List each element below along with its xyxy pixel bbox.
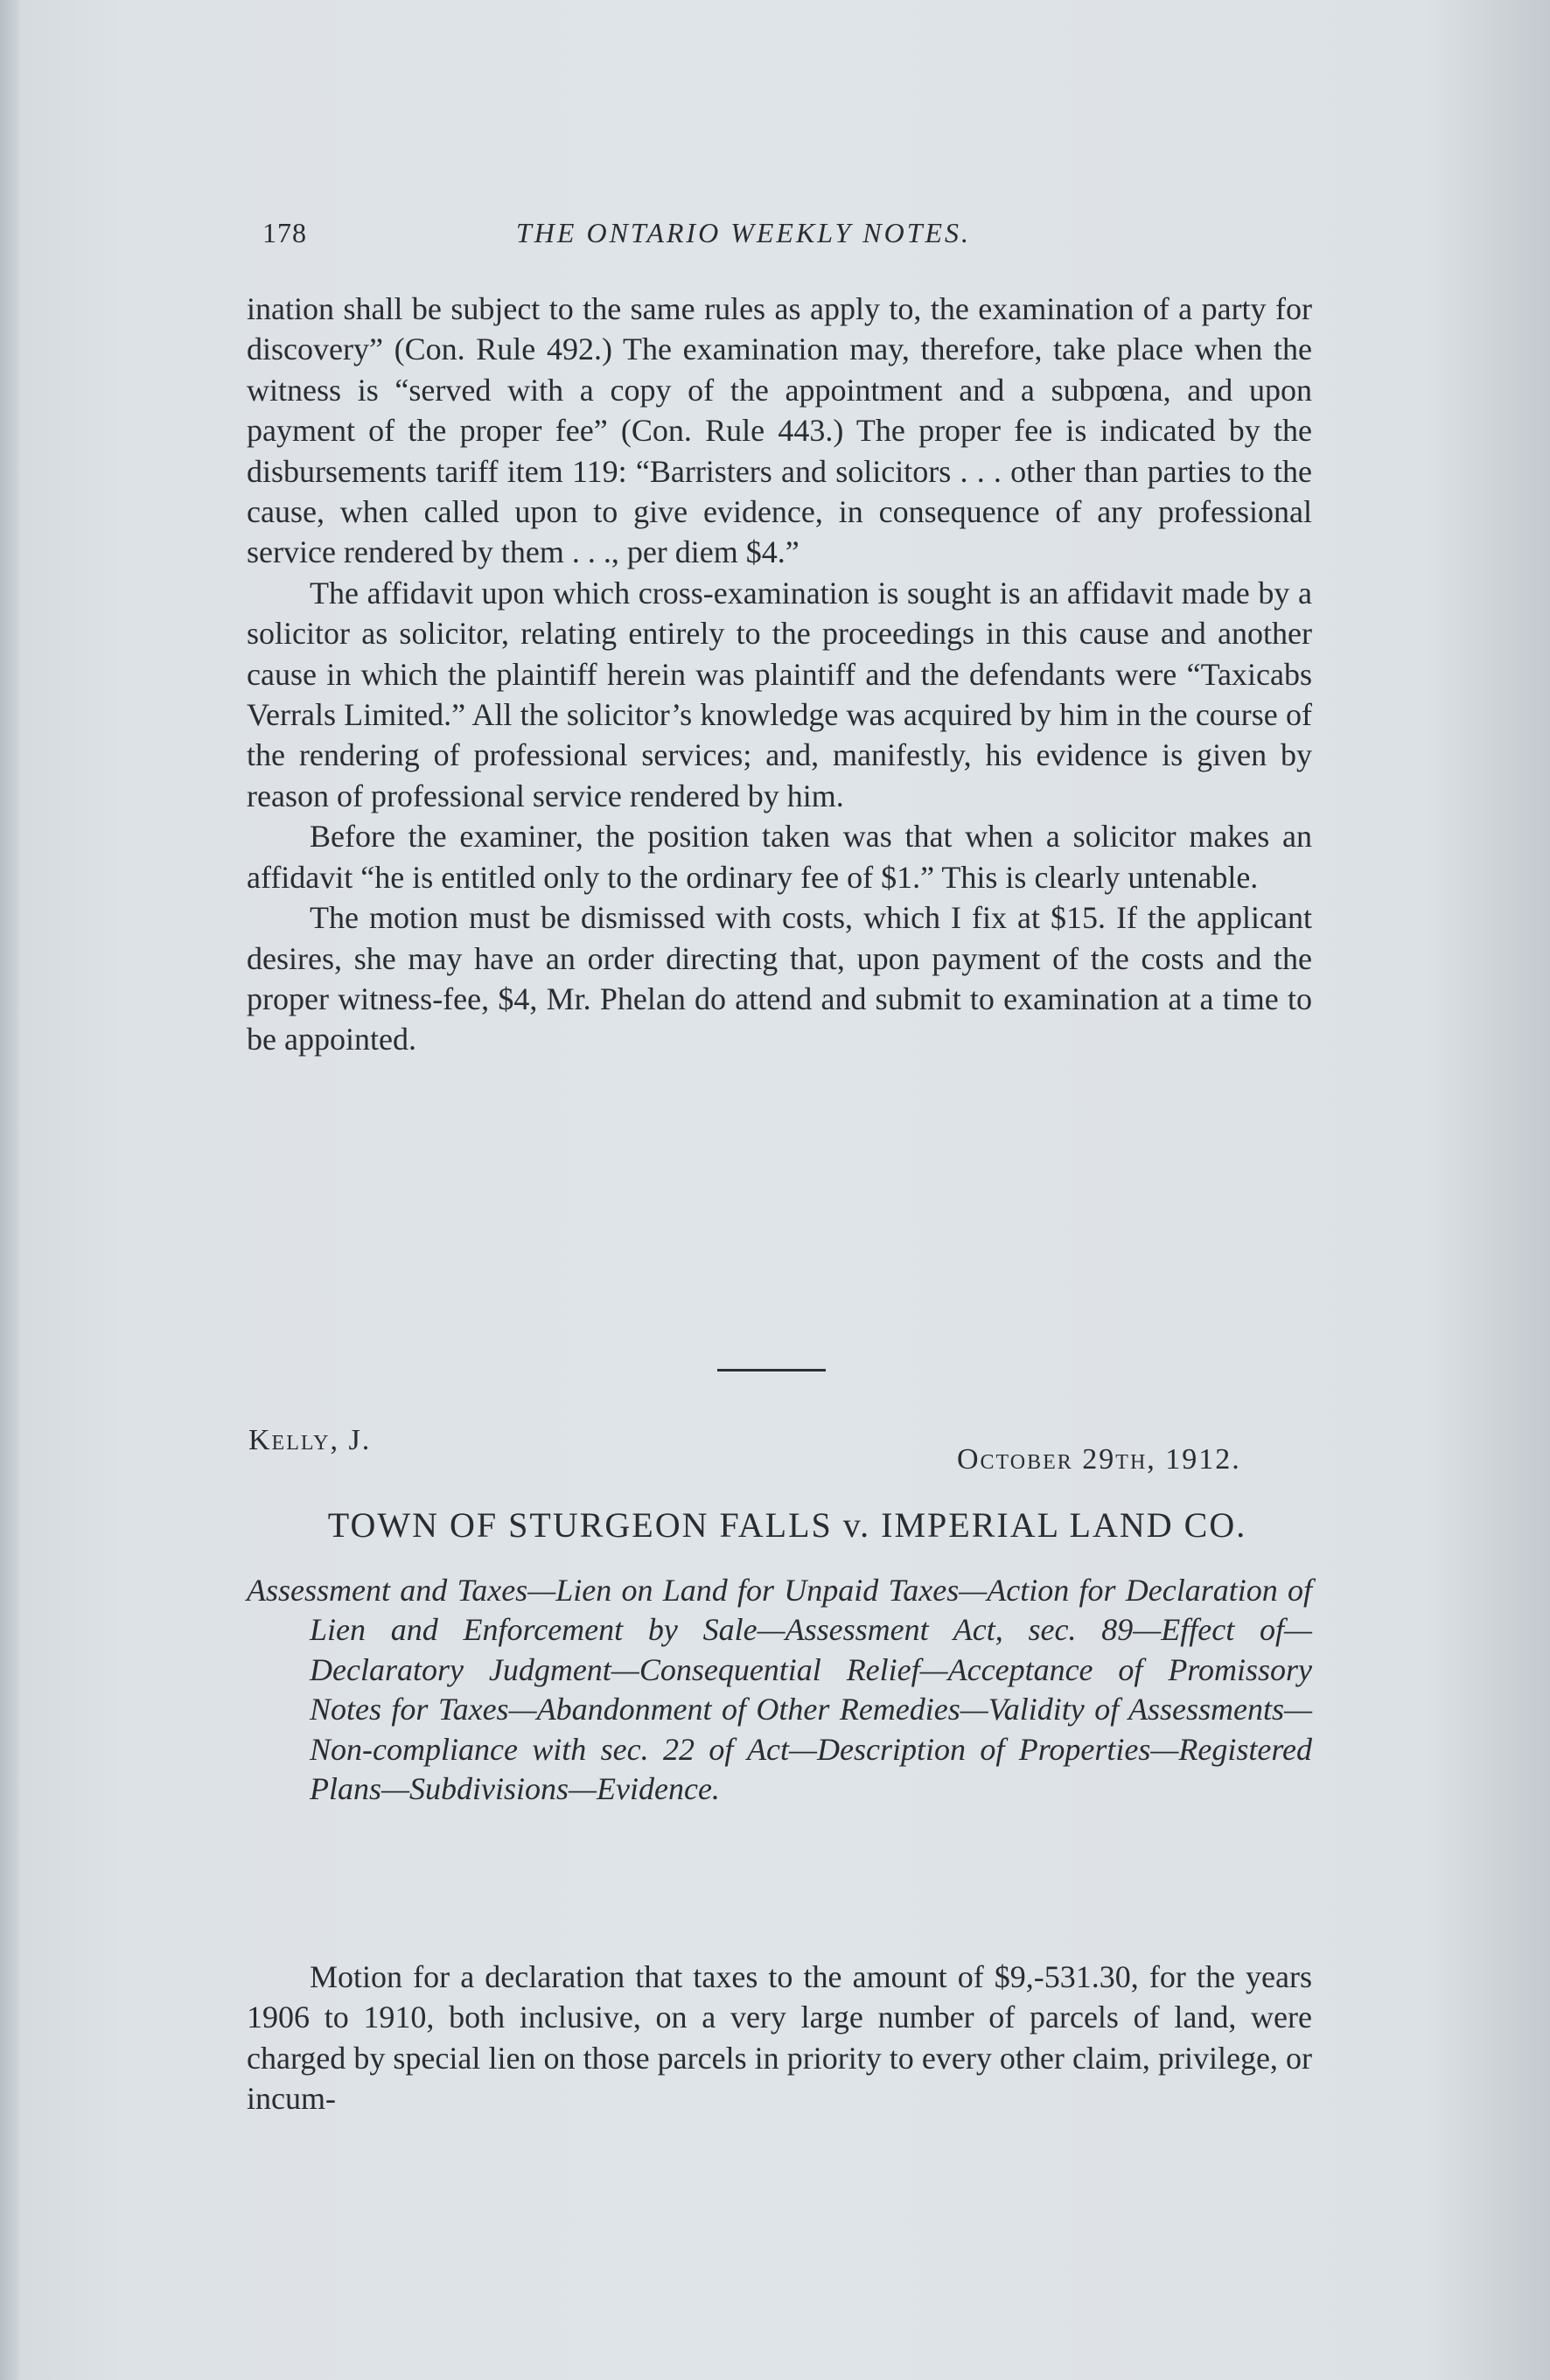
paragraph-examiner: Before the examiner, the position taken was that when a solicitor makes an affidavit “he is entitled only to the ordinary fee of $1.” This is clearly untenable. <box>247 819 1312 895</box>
case-opening <box>247 1957 1312 2119</box>
case-title: TOWN OF STURGEON FALLS v. IMPERIAL LAND CO. <box>327 1505 1247 1545</box>
running-head <box>262 217 1312 255</box>
judgment-text <box>247 289 1312 1060</box>
page-edge-shadow <box>0 0 19 2380</box>
judgment-date: October 29th, 1912. <box>957 1443 1241 1476</box>
page-number: 178 <box>262 217 307 248</box>
paragraph-disposition: The motion must be dismissed with costs, which I fix at $15. If the applicant desires, she may have an order directing that, upon payment of the costs and the proper witness-fee, $4, Mr. Phelan do attend and submit to examination at a time to be appointed. <box>247 900 1312 1057</box>
paragraph-affidavit: The affidavit upon which cross-examination is sought is an affidavit made by a solicitor as solicitor, relating entirely to the proceedings in this cause and another cause in which the plaintiff herein was plaintiff and the defendants were “Taxicabs Verrals Limited.” All the solicitor’s knowledge was acquired by him in the course of the rendering of professional services; and, manifestly, his evidence is given by reason of professional service rendered by him. <box>247 575 1312 813</box>
paragraph-continuation: ination shall be subject to the same rules as apply to, the examination of a party for discovery” (Con. Rule 492.) The examination may, therefore, take place when the witness is “served with a copy of the appointment and a subpœna, and upon payment of the proper fee” (Con. Rule 443.) The proper fee is indicated by the disbursements tariff item 119: “Barristers and solicitors . . . other than parties to the cause, when called upon to give evidence, in consequence of any professional service rendered by them . . ., per diem $4.” <box>247 291 1312 570</box>
journal-title: THE ONTARIO WEEKLY NOTES. <box>516 217 972 248</box>
judge-name: Kelly, J. <box>248 1424 372 1456</box>
paragraph-motion: Motion for a declaration that taxes to the amount of $9,-531.30, for the years 1906 to 1910, both inclusive, on a very large number of parcels of land, were charged by special lien on those parcels in priority to every other claim, privilege, or incum- <box>247 1959 1312 2117</box>
headnote: Assessment and Taxes—Lien on Land for Unpaid Taxes—Action for Declaration of Lien and Enforcement by Sale—Assessment Act, sec. 89—Effect of—Declaratory Judgment—Consequential Relief—Acceptance of Promissory Notes for Taxes—Abandonment of Other Remedies—Validity of Assessments—Non-compliance with sec. 22 of Act—Description of Properties—Registered Plans—Subdivisions—Evidence. <box>247 1573 1312 1807</box>
section-divider <box>717 1369 826 1371</box>
